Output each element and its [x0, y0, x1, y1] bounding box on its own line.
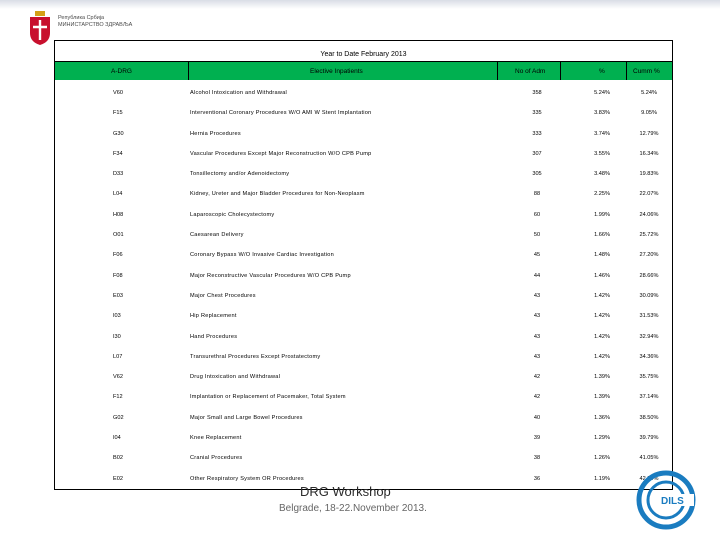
drg-code: I03: [113, 313, 121, 320]
drg-description: Coronary Bypass W/O Invasive Cardiac Investigation: [190, 252, 335, 259]
admission-percent: 1.26%: [594, 455, 610, 462]
admission-percent: 1.39%: [594, 394, 610, 401]
cumulative-percent: 5.24%: [641, 90, 657, 96]
table-row: [55, 284, 672, 304]
cumulative-percent: 28.66%: [639, 272, 659, 279]
admission-percent: 1.66%: [594, 232, 610, 239]
dils-logo-text: DILS: [661, 496, 684, 507]
admission-count: 40: [533, 414, 541, 421]
admission-count: 60: [533, 211, 541, 218]
drg-description: Laparoscopic Cholecystectomy: [190, 211, 275, 218]
cumulative-percent: 39.79%: [639, 435, 659, 442]
cumulative-percent: 19.83%: [639, 171, 659, 178]
admission-count: 50: [533, 232, 541, 239]
drg-code: G30: [113, 130, 124, 137]
admission-percent: 2.25%: [594, 191, 610, 198]
admission-count: 43: [533, 313, 541, 320]
admission-count: 307: [532, 150, 542, 157]
table-body: [55, 81, 672, 487]
cumulative-percent: 32.94%: [639, 333, 659, 340]
admission-count: 36: [533, 475, 541, 482]
table-row: [55, 142, 672, 162]
table-row: [55, 304, 672, 324]
admission-count: 38: [533, 455, 541, 462]
drg-code: F06: [113, 252, 123, 259]
admission-count: 42: [533, 394, 541, 401]
drg-code: D33: [113, 171, 124, 178]
drg-table: [54, 40, 673, 490]
cumulative-percent: 30.09%: [639, 292, 659, 299]
drg-code: B02: [113, 455, 123, 462]
drg-description: Caesarean Delivery: [190, 232, 244, 239]
admission-count: 305: [532, 171, 542, 178]
drg-code: F34: [113, 150, 123, 157]
cumulative-percent: 9.05%: [641, 110, 657, 117]
admission-percent: 1.29%: [594, 435, 610, 442]
admission-percent: 1.36%: [594, 414, 610, 421]
header-divider: [560, 62, 561, 80]
ministry-name: [58, 15, 132, 29]
admission-count: 45: [533, 252, 541, 259]
drg-description: Major Chest Procedures: [190, 292, 256, 299]
drg-code: O01: [113, 232, 124, 239]
admission-percent: 3.74%: [594, 130, 610, 137]
drg-code: I04: [113, 435, 121, 442]
admission-percent: 3.83%: [594, 110, 610, 117]
drg-description: Hip Replacement: [190, 313, 237, 320]
drg-code: H08: [113, 211, 124, 218]
cumulative-percent: 16.34%: [639, 150, 659, 157]
table-row: [55, 101, 672, 121]
drg-description: Cranial Procedures: [190, 455, 243, 462]
cumulative-percent: 25.72%: [639, 232, 659, 239]
cumulative-percent: 12.79%: [639, 130, 659, 137]
cumulative-percent: 27.20%: [639, 252, 659, 259]
admission-percent: 3.55%: [594, 150, 610, 157]
admission-count: 43: [533, 333, 541, 340]
column-header-admissions: No of Adm: [515, 68, 546, 75]
drg-code: F12: [113, 394, 123, 401]
cumulative-percent: 42.24%: [639, 475, 659, 482]
drg-description: Hernia Procedures: [190, 130, 241, 137]
drg-description: Kidney, Ureter and Major Bladder Procedures for Non-Neoplasm: [190, 191, 365, 198]
drg-code: F08: [113, 272, 123, 279]
table-row: [55, 81, 672, 101]
table-row: [55, 182, 672, 202]
drg-code: L07: [113, 353, 123, 360]
admission-count: 333: [532, 130, 542, 137]
admission-percent: 1.46%: [594, 272, 610, 279]
table-title: Year to Date February 2013: [55, 41, 672, 62]
table-row: [55, 243, 672, 263]
table-row: [55, 385, 672, 405]
table-row: [55, 264, 672, 284]
admission-count: 358: [532, 90, 542, 96]
admission-percent: 1.42%: [594, 313, 610, 320]
table-row: [55, 426, 672, 446]
admission-percent: 1.42%: [594, 353, 610, 360]
drg-description: Tonsillectomy and/or Adenoidectomy: [190, 171, 290, 178]
admission-percent: 3.48%: [594, 171, 610, 178]
admission-percent: 1.99%: [594, 211, 610, 218]
cumulative-percent: 41.05%: [639, 455, 659, 462]
drg-code: V62: [113, 374, 123, 381]
drg-code: E03: [113, 292, 123, 299]
table-header-row: [55, 62, 672, 80]
workshop-venue: Belgrade, 18-22.November 2013.: [279, 503, 427, 514]
admission-percent: 1.42%: [594, 333, 610, 340]
drg-description: Drug Intoxication and Withdrawal: [190, 374, 281, 381]
drg-code: F15: [113, 110, 123, 117]
column-header-percent: %: [599, 68, 605, 75]
cumulative-percent: 37.14%: [639, 394, 659, 401]
admission-count: 44: [533, 272, 541, 279]
drg-description: Other Respiratory System OR Procedures: [190, 475, 304, 482]
admission-count: 39: [533, 435, 541, 442]
admission-percent: 5.24%: [594, 90, 610, 96]
cumulative-percent: 22.07%: [639, 191, 659, 198]
drg-description: Implantation or Replacement of Pacemaker, Total System: [190, 394, 346, 401]
column-header-drg: A-DRG: [111, 68, 132, 75]
admission-count: 335: [532, 110, 542, 117]
dils-logo-icon: [636, 470, 696, 530]
admission-count: 88: [533, 191, 541, 198]
ministry-line-1: Република Србија: [58, 15, 105, 21]
drg-code: E02: [113, 475, 123, 482]
table-row: [55, 365, 672, 385]
workshop-title: DRG Workshop: [300, 484, 391, 499]
table-row: [55, 223, 672, 243]
table-row: [55, 162, 672, 182]
drg-code: I30: [113, 333, 121, 340]
table-row: [55, 345, 672, 365]
cumulative-percent: 31.53%: [639, 313, 659, 320]
ministry-line-2: МИНИСТАРСТВО ЗДРАВЉА: [58, 22, 133, 28]
serbian-coat-of-arms-icon: [28, 11, 52, 45]
cumulative-percent: 35.75%: [639, 374, 659, 381]
drg-description: Transurethral Procedures Except Prostatectomy: [190, 353, 321, 360]
column-header-description: Elective Inpatients: [310, 68, 363, 75]
admission-percent: 1.19%: [594, 475, 610, 482]
drg-description: Alcohol Intoxication and Withdrawal: [190, 90, 288, 96]
table-row: [55, 446, 672, 466]
admission-count: 42: [533, 374, 541, 381]
table-row: [55, 203, 672, 223]
admission-count: 43: [533, 292, 541, 299]
header-divider: [626, 62, 627, 80]
table-row: [55, 325, 672, 345]
drg-code: V60: [113, 90, 123, 96]
header-divider: [497, 62, 498, 80]
admission-percent: 1.39%: [594, 374, 610, 381]
drg-description: Hand Procedures: [190, 333, 238, 340]
admission-percent: 1.42%: [594, 292, 610, 299]
table-row: [55, 122, 672, 142]
header-divider: [188, 62, 189, 80]
column-header-cumulative: Cumm %: [633, 68, 660, 75]
drg-code: L04: [113, 191, 123, 198]
drg-description: Major Reconstructive Vascular Procedures W/O CPB Pump: [190, 272, 351, 279]
drg-description: Interventional Coronary Procedures W/O AMI W Stent Implantation: [190, 110, 372, 117]
cumulative-percent: 38.50%: [639, 414, 659, 421]
admission-percent: 1.48%: [594, 252, 610, 259]
drg-description: Knee Replacement: [190, 435, 242, 442]
cumulative-percent: 34.36%: [639, 353, 659, 360]
drg-description: Major Small and Large Bowel Procedures: [190, 414, 303, 421]
drg-code: G02: [113, 414, 124, 421]
drg-description: Vascular Procedures Except Major Reconstruction W/O CPB Pump: [190, 150, 372, 157]
table-row: [55, 406, 672, 426]
admission-count: 43: [533, 353, 541, 360]
cumulative-percent: 24.06%: [639, 211, 659, 218]
top-gradient-bar: [0, 0, 720, 9]
